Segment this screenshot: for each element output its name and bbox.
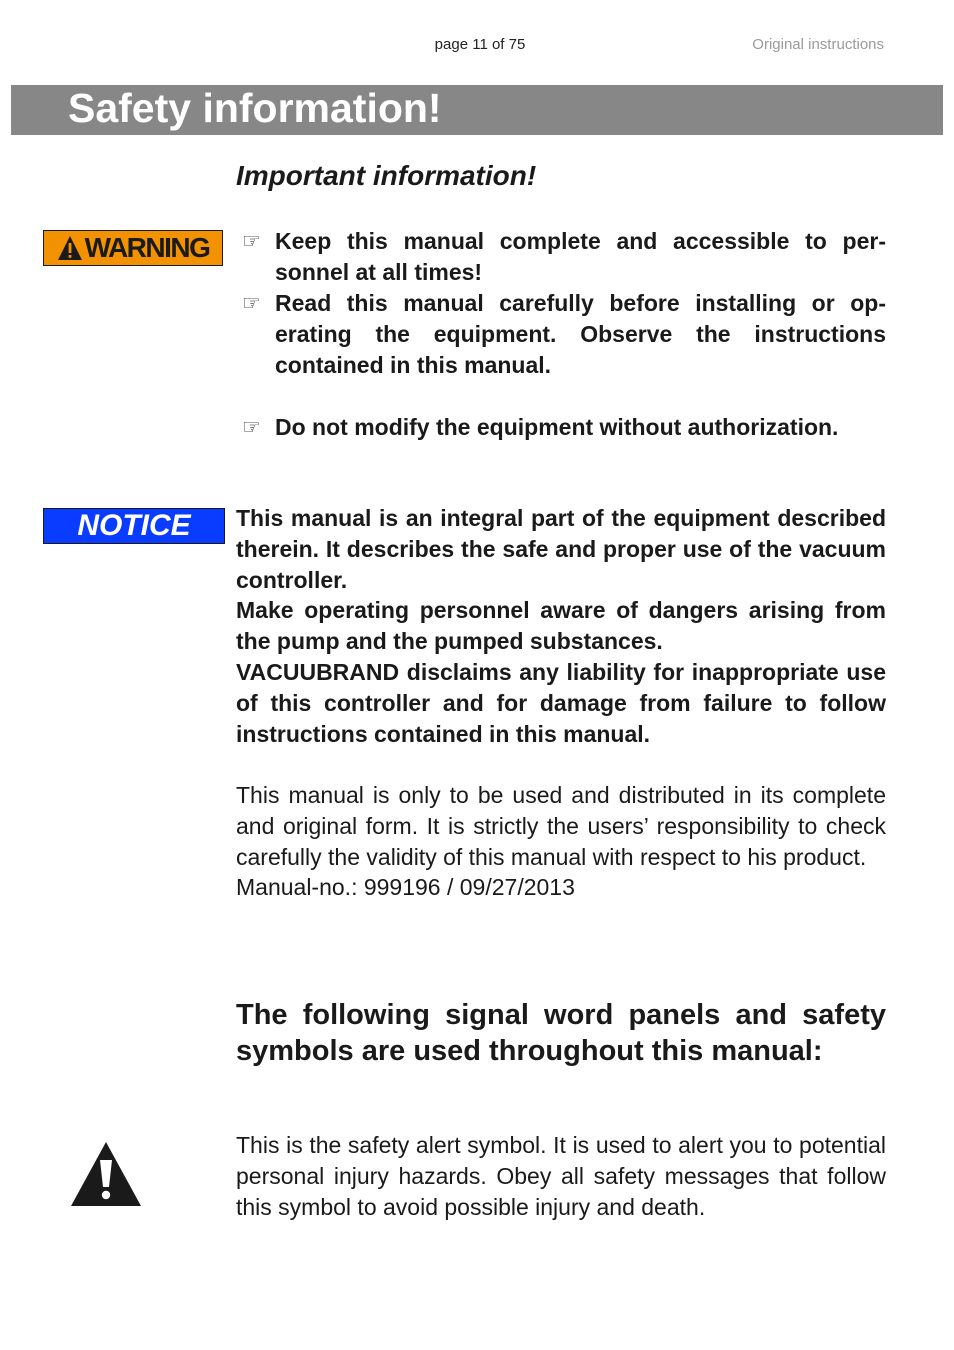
list-item-text: Do not modify the equipment without authorization. bbox=[275, 414, 839, 440]
signal-words-heading: The following signal word panels and safety symbols are used throughout this manual: bbox=[236, 999, 886, 1067]
manual-number: Manual-no.: 999196 / 09/27/2013 bbox=[236, 874, 575, 901]
pointing-hand-icon: ☞ bbox=[242, 230, 261, 253]
notice-paragraph: This manual is an integral part of the equipment described therein. It describes the safe and proper use of the vacuum controller. bbox=[236, 505, 886, 593]
warning-triangle-icon bbox=[57, 235, 83, 261]
warning-badge-label: WARNING bbox=[84, 232, 210, 263]
list-item bbox=[236, 412, 886, 443]
notice-text bbox=[236, 503, 886, 749]
distribution-text bbox=[236, 780, 886, 903]
title-bar bbox=[11, 85, 943, 135]
important-information-heading: Important information! bbox=[236, 160, 537, 191]
safety-alert-icon bbox=[69, 1140, 143, 1208]
page-title: Safety information! bbox=[68, 85, 442, 131]
warning-list bbox=[236, 226, 886, 443]
list-item bbox=[236, 288, 886, 381]
warning-badge bbox=[43, 230, 223, 266]
page-number: page 11 of 75 bbox=[434, 36, 526, 53]
notice-badge-label: NOTICE bbox=[77, 509, 191, 542]
pointing-hand-icon: ☞ bbox=[242, 416, 261, 439]
safety-alert-description: This is the safety alert symbol. It is used to alert you to potential personal injury hazards. Obey all safety messages that follow this symbol to avoid possible injury and death. bbox=[236, 1132, 886, 1220]
distribution-paragraph: This manual is only to be used and distributed in its complete and original form. It is strictly the users’ responsibility to check carefully the validity of this manual with respect to his product. bbox=[236, 782, 886, 870]
notice-paragraph: VACUUBRAND disclaims any liability for inappropriate use of this controller and for damage from failure to follow instructions contained in this manual. bbox=[236, 658, 886, 747]
original-instructions-label: Original instructions bbox=[752, 36, 884, 53]
pointing-hand-icon: ☞ bbox=[242, 292, 261, 315]
list-item bbox=[236, 226, 886, 288]
notice-badge bbox=[43, 508, 225, 544]
list-item-text: Read this manual carefully before installing or operating the equipment. Observe the instructions contained in this manual. bbox=[275, 290, 886, 378]
notice-paragraph: Make operating personnel aware of dangers arising from the pump and the pumped substances. bbox=[236, 597, 886, 655]
list-item-text: Keep this manual complete and accessible to personnel at all times! bbox=[275, 228, 886, 285]
